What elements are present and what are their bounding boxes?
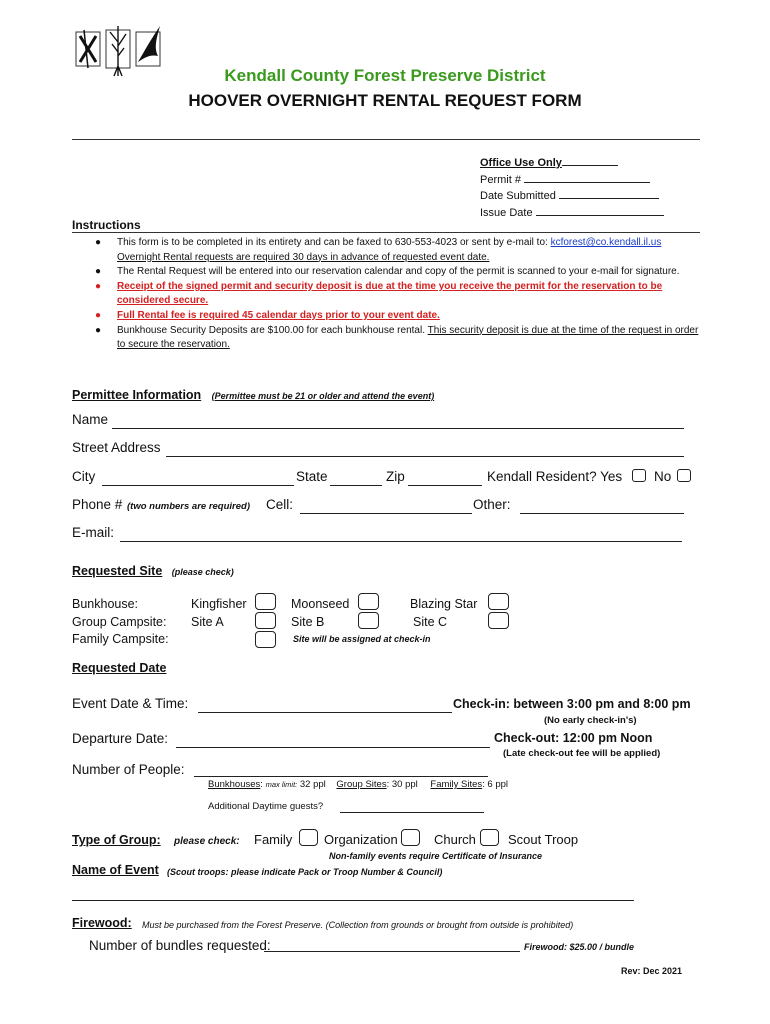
- family-group-checkbox[interactable]: [299, 829, 318, 846]
- permittee-heading: Permittee Information: [72, 388, 202, 402]
- instruction-item: ● Full Rental fee is required 45 calendar days prior to your event date.: [95, 309, 440, 321]
- form-title: HOOVER OVERNIGHT RENTAL REQUEST FORM: [188, 91, 582, 110]
- name-field[interactable]: [112, 428, 684, 429]
- people-label: Number of People:: [72, 762, 185, 777]
- name-label: Name: [72, 412, 109, 427]
- city-field[interactable]: [102, 485, 294, 486]
- event-name-note: (Scout troops: please indicate Pack or Troop Number & Council): [167, 867, 443, 877]
- site-a-checkbox[interactable]: [255, 612, 276, 629]
- issue-date-label: Issue Date: [480, 206, 533, 219]
- scout-troop-option-label: Scout Troop: [508, 832, 579, 847]
- bundles-label: Number of bundles requested:: [89, 938, 271, 953]
- departure-date-label: Departure Date:: [72, 731, 169, 746]
- bundles-field[interactable]: [264, 951, 520, 952]
- office-use-block: [480, 155, 664, 221]
- site-b-checkbox[interactable]: [358, 612, 379, 629]
- site-heading: Requested Site: [72, 564, 163, 578]
- issue-date-field[interactable]: [536, 215, 664, 216]
- permit-label: Permit #: [480, 173, 521, 186]
- people-field[interactable]: [194, 776, 488, 777]
- office-use-heading: Office Use Only: [480, 157, 562, 169]
- moonseed-label: Moonseed: [291, 597, 350, 611]
- moonseed-checkbox[interactable]: [358, 593, 379, 610]
- date-submitted-label: Date Submitted: [480, 190, 556, 202]
- daytime-guests-field[interactable]: [340, 812, 484, 813]
- state-label: State: [296, 469, 328, 484]
- event-name-heading: Name of Event: [72, 863, 159, 877]
- instruction-item: ● This form is to be completed in its entirety and can be faxed to 630-553-4023 or sent by e-mail to: kcforest@co.kendall.il.us Overnight Rental requests are required 30 days in advance of requested event date.: [95, 237, 662, 263]
- cell-field[interactable]: [300, 513, 472, 514]
- header-divider: [72, 139, 700, 140]
- other-phone-field[interactable]: [520, 513, 684, 514]
- checkout-text: Check-out: 12:00 pm Noon: [494, 731, 653, 745]
- family-campsite-checkbox[interactable]: [255, 631, 276, 648]
- instruction-item: ● Receipt of the signed permit and security deposit is due at the time you receive the permit for the reservation to be considered secure.: [95, 280, 663, 307]
- cell-label: Cell:: [266, 497, 294, 512]
- firewood-price: Firewood: $25.00 / bundle: [524, 942, 635, 952]
- event-name-field[interactable]: [72, 900, 634, 901]
- site-assigned-note: Site will be assigned at check-in: [293, 634, 431, 644]
- street-label: Street Address: [72, 440, 161, 455]
- other-label: Other:: [473, 497, 511, 512]
- event-date-field[interactable]: [198, 712, 452, 713]
- permittee-note: (Permittee must be 21 or older and attend the event): [211, 391, 435, 401]
- email-field[interactable]: [120, 541, 682, 542]
- site-c-checkbox[interactable]: [488, 612, 509, 629]
- city-label: City: [72, 469, 96, 484]
- blazing-star-label: Blazing Star: [410, 597, 478, 611]
- kingfisher-label: Kingfisher: [191, 597, 247, 611]
- blazing-star-checkbox[interactable]: [488, 593, 509, 610]
- insurance-note: Non-family events require Certificate of Insurance: [329, 851, 543, 861]
- family-option-label: Family: [254, 832, 293, 847]
- checkin-text: Check-in: between 3:00 pm and 8:00 pm: [453, 697, 691, 711]
- please-check-note: please check:: [174, 836, 240, 847]
- departure-date-field[interactable]: [176, 747, 490, 748]
- event-date-label: Event Date & Time:: [72, 696, 189, 711]
- firewood-note: Must be purchased from the Forest Preserve. (Collection from grounds or brought from outside is prohibited): [142, 920, 574, 930]
- organization-option-label: Organization: [324, 832, 398, 847]
- revision-date: Rev: Dec 2021: [621, 966, 683, 976]
- site-b-label: Site B: [291, 614, 325, 629]
- site-a-label: Site A: [191, 614, 224, 629]
- email-link[interactable]: kcforest@co.kendall.il.us: [550, 237, 662, 248]
- instruction-item: ● Bunkhouse Security Deposits are $100.00 for each bunkhouse rental. This security deposit is due at the time of the request in order to secure the reservation.: [95, 324, 699, 351]
- daytime-guests-label: Additional Daytime guests?: [208, 801, 324, 812]
- bunkhouse-capacity-label: Bunkhouses: [208, 779, 261, 790]
- group-capacity-label: Group Sites: [336, 779, 387, 790]
- late-checkout-note: (Late check-out fee will be applied): [503, 748, 661, 759]
- street-field[interactable]: [166, 456, 684, 457]
- instructions-title: Instructions: [72, 218, 141, 232]
- email-label: E-mail:: [72, 525, 115, 540]
- date-submitted-field[interactable]: [559, 198, 659, 199]
- site-c-label: Site C: [413, 614, 448, 629]
- site-type-labels: [72, 596, 169, 649]
- capacity-limits: Bunkhouses: max limit: 32 ppl Group Sites: 30 ppl Family Sites: 6 ppl: [208, 779, 509, 790]
- group-campsite-label: Group Campsite:: [72, 614, 167, 629]
- date-heading: Requested Date: [72, 661, 167, 675]
- church-option-label: Church: [434, 832, 476, 847]
- family-campsite-label: Family Campsite:: [72, 632, 169, 646]
- instructions-divider: [72, 232, 700, 233]
- instruction-item: ● The Rental Request will be entered into our reservation calendar and copy of the permit is scanned to your e-mail for signature.: [95, 266, 680, 278]
- group-type-heading: Type of Group:: [72, 833, 161, 847]
- kingfisher-checkbox[interactable]: [255, 593, 276, 610]
- resident-yes-checkbox[interactable]: [632, 469, 646, 482]
- permit-field[interactable]: [524, 182, 650, 183]
- instructions-list: [95, 236, 700, 353]
- church-checkbox[interactable]: [480, 829, 499, 846]
- state-field[interactable]: [330, 485, 382, 486]
- resident-no-checkbox[interactable]: [677, 469, 691, 482]
- resident-no-label: No: [654, 469, 672, 484]
- site-note: (please check): [171, 567, 234, 577]
- no-early-checkin-note: (No early check-in's): [544, 715, 637, 726]
- firewood-heading: Firewood:: [72, 916, 132, 930]
- organization-name: Kendall County Forest Preserve District: [224, 66, 546, 85]
- bunkhouse-label: Bunkhouse:: [72, 597, 139, 611]
- resident-label: Kendall Resident? Yes: [487, 469, 623, 484]
- phone-note: (two numbers are required): [127, 501, 250, 512]
- zip-label: Zip: [386, 469, 405, 484]
- family-capacity-label: Family Sites: [430, 779, 483, 790]
- organization-checkbox[interactable]: [401, 829, 420, 846]
- phone-label: Phone #: [72, 497, 123, 512]
- zip-field[interactable]: [408, 485, 482, 486]
